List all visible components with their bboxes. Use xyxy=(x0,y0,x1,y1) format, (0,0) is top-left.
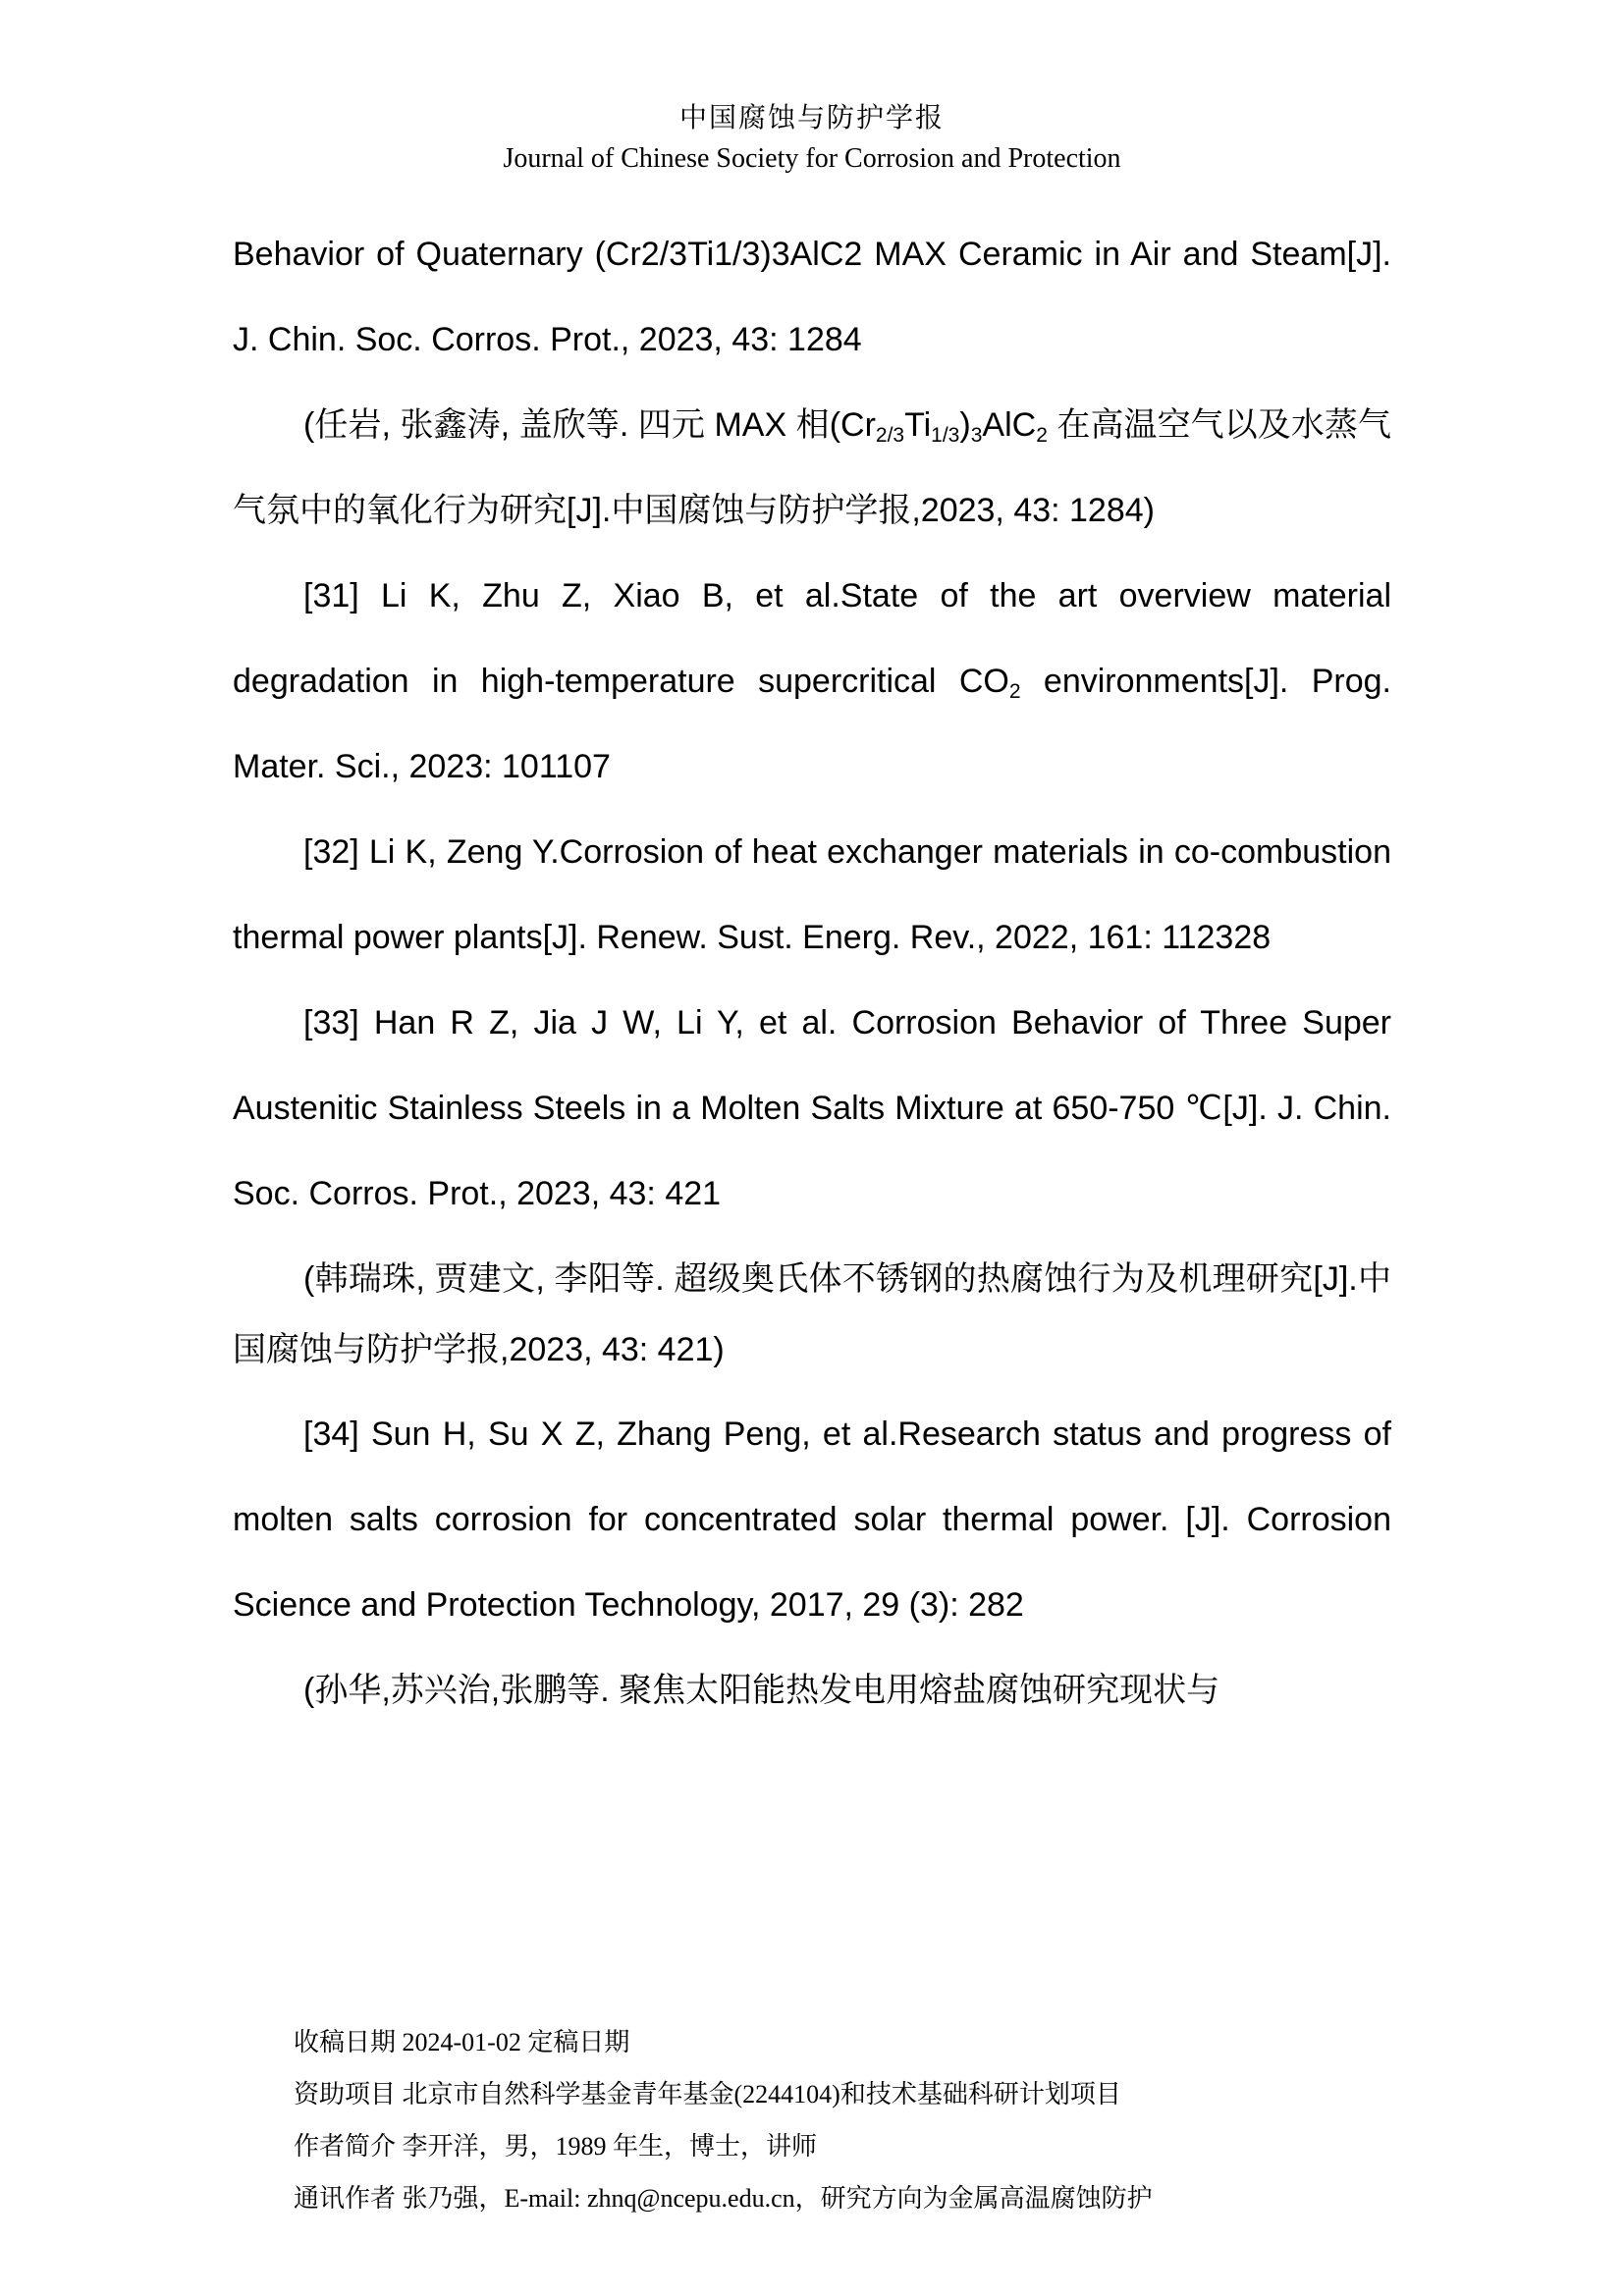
subscript: 2/3 xyxy=(875,424,905,447)
footnote-author-bio: 作者简介 李开洋，男，1989 年生，博士，讲师 xyxy=(294,2132,818,2161)
subscript: 1/3 xyxy=(931,424,960,447)
journal-header xyxy=(233,98,1391,179)
journal-title-en: Journal of Chinese Society for Corrosion and Protection xyxy=(503,143,1121,174)
footnote-corresponding-author: 通讯作者 张乃强，E-mail: zhnq@ncepu.edu.cn，研究方向为金属高温腐蚀防护 xyxy=(294,2184,1153,2213)
text-run: Ti xyxy=(904,406,932,444)
reference-zh-30 xyxy=(233,383,1391,554)
footnote-funding: 资助项目 北京市自然科学基金青年基金(2244104)和技术基础科研计划项目 xyxy=(294,2080,1121,2109)
reference-33: [33] Han R Z, Jia J W, Li Y, et al. Corrosion Behavior of Three Super Austenitic Stainless Steels in a Molten Salts Mixture at 650-750 ℃[J]. J. Chin. Soc. Corros. Prot., 2023, 43: 421 xyxy=(233,1004,1391,1212)
reference-zh-34-partial: (孙华,苏兴治,张鹏等. 聚焦太阳能热发电用熔盐腐蚀研究现状与 xyxy=(303,1672,1220,1709)
reference-32: [32] Li K, Zeng Y.Corrosion of heat exchanger materials in co-combustion thermal power plants[J]. Renew. Sust. Energ. Rev., 2022, 161: 112328 xyxy=(233,833,1391,956)
journal-title-zh: 中国腐蚀与防护学报 xyxy=(678,103,945,133)
reference-en-30-continuation: Behavior of Quaternary (Cr2/3Ti1/3)3AlC2 MAX Ceramic in Air and Steam[J]. J. Chin. Soc. Corros. Prot., 2023, 43: 1284 xyxy=(233,236,1391,358)
footnotes xyxy=(294,2016,1398,2224)
subscript: 2 xyxy=(1036,424,1048,447)
references-body xyxy=(233,212,1391,1734)
reference-34: [34] Sun H, Su X Z, Zhang Peng, et al.Research status and progress of molten salts corrosion for concentrated solar thermal power. [J]. Corrosion Science and Protection Technology, 2017, 29 (3): 282 xyxy=(233,1415,1391,1624)
text-run: ) xyxy=(959,406,971,444)
text-run: AlC xyxy=(982,406,1037,444)
text-run: environments[J]. Prog. Mater. Sci., 2023: 101107 xyxy=(233,663,1391,785)
text-run: 在高温空气以及水蒸气气氛中的氧化行为研究[J].中国腐蚀与防护学报,2023, 43: 1284) xyxy=(233,406,1391,529)
subscript: 2 xyxy=(1008,680,1021,703)
text-run: (任岩, 张鑫涛, 盖欣等. 四元 MAX 相(Cr xyxy=(303,406,876,444)
reference-zh-33: (韩瑞珠, 贾建文, 李阳等. 超级奥氏体不锈钢的热腐蚀行为及机理研究[J].中国腐蚀与防护学报,2023, 43: 421) xyxy=(233,1260,1391,1368)
text-run: [31] Li K, Zhu Z, Xiao B, et al.State of the art overview material degradation in high-temperature supercritical CO xyxy=(233,577,1391,700)
subscript: 3 xyxy=(970,424,983,447)
reference-31 xyxy=(233,554,1391,810)
footnote-dates: 收稿日期 2024-01-02 定稿日期 xyxy=(294,2028,630,2056)
